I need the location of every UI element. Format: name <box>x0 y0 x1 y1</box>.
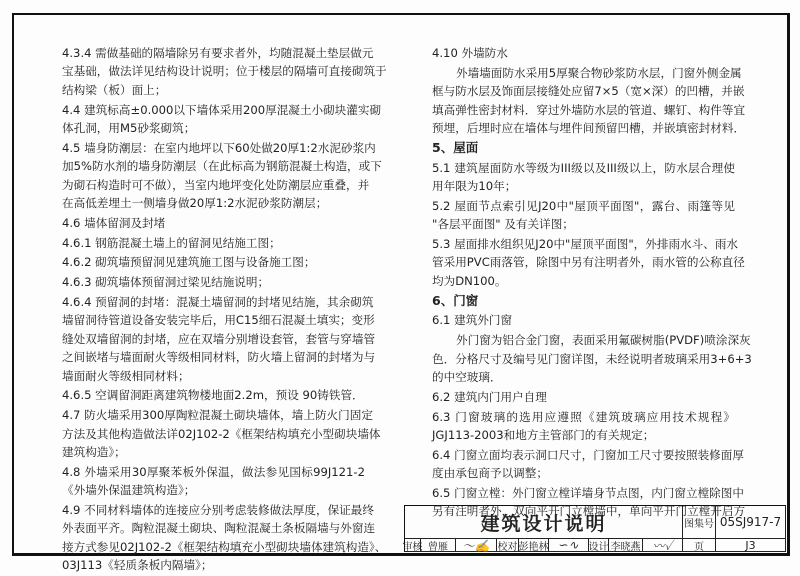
text-line: 4.6.2 砌筑墙预留洞见建筑施工图与设备施工图； <box>62 255 316 270</box>
paragraph <box>432 235 745 290</box>
text-line: 建筑构造》； <box>62 445 126 460</box>
checker-name: 彭艳林 <box>519 539 549 552</box>
text-line: 缝处双墙留洞的封堵，应在双墙分别增设套管，套管与穿墙管 <box>62 331 376 346</box>
text-line: 外门窗为铝合金门窗，表面采用氟碳树脂(PVDF)喷涂深灰 <box>456 333 751 348</box>
text-line: 在高低差埋土一侧墙身做20厚1:2水泥砂浆防潮层； <box>62 196 328 211</box>
text-line: 宝基础，做法详见结构设计说明；位于楼层的隔墙可直接砌筑于 <box>62 64 387 79</box>
text-line: 接方式参见02J102-2《框架结构填充小型砌块墙体建筑构造》、 <box>62 539 387 554</box>
drawing-title: 建筑设计说明 <box>405 506 683 539</box>
text-line: 6.5 门窗立樘：外门窗立樘详墙身节点图，内门窗立樘除图中 <box>432 486 744 501</box>
paragraph <box>62 101 382 138</box>
text-line: 4.3.4 需做基础的隔墙除另有要求者外，均随混凝土垫层做元 <box>62 46 374 60</box>
text-line: 4.7 防火墙采用300厚陶粒混凝土砌块墙体，墙上防火门固定 <box>62 408 373 423</box>
text-line: 4.8 外墙采用30厚聚苯板外保温，做法参见国标99J121-2 <box>62 464 365 479</box>
text-line: 5、屋面 <box>432 139 479 155</box>
text-line: 用年限为10年； <box>432 179 517 194</box>
text-line: 6.1 建筑外门窗 <box>432 313 513 328</box>
text-line: 4.10 外墙防水 <box>432 46 508 60</box>
text-line: 4.6.5 空调留洞距离建筑物楼地面2.2m，预设 90铸铁管． <box>62 388 364 403</box>
paragraph <box>432 446 744 483</box>
text-line: 6.3 门窗玻璃的选用应遵照《建筑玻璃应用技术规程》 <box>432 409 735 424</box>
designer-name: 李晓燕 <box>609 539 643 552</box>
text-line: 外墙墙面防水采用5厚聚合物砂浆防水层，门窗外侧金属 <box>456 65 742 80</box>
text-line: 预埋，后埋时应在墙体与埋件间预留凹槽，并嵌填密封材料． <box>432 121 746 136</box>
text-line: 另有注明者外，双向平开门立樘墙中，单向平开门立樘开启方 <box>432 504 746 519</box>
text-line: 4.9 不同材料墙体的连接应分别考虑装修做法厚度，保证最终 <box>62 503 374 518</box>
text-line: 框与防水层及饰面层接缝处应留7×5（宽×深）的凹槽，并嵌 <box>432 84 745 99</box>
text-line: 4.6 墙体留洞及封堵 <box>62 215 166 230</box>
text-line: 4.4 建筑标高±0.000以下墙体采用200厚混凝土小砌块灌实砌 <box>62 102 382 117</box>
section-heading <box>432 139 735 157</box>
title-block <box>404 505 786 552</box>
text-line: 加5%防水剂的墙身防潮层（在此标高为钢筋混凝土构造，或下 <box>62 159 382 174</box>
text-line: 《外墙外保温建筑构造》； <box>62 483 196 498</box>
page-label: 页 <box>683 539 716 552</box>
paragraph <box>432 408 735 445</box>
paragraph <box>432 44 735 62</box>
text-line: 4.6.3 砌筑墙体预留洞过梁见结施说明； <box>62 275 270 290</box>
page-number: J3 <box>716 539 786 552</box>
paragraph <box>62 44 387 99</box>
paragraph <box>432 388 735 406</box>
text-line: 填高弹性密封材料．穿过外墙防水层的管道、螺钉、构件等宜 <box>432 102 746 117</box>
atlas-number: 05SJ917-7 <box>716 506 786 539</box>
text-line: 墙留洞待管道设备安装完毕后，用C15细石混凝土填实；变形 <box>62 313 375 328</box>
paragraph <box>62 139 382 213</box>
paragraph <box>62 234 365 252</box>
text-line: 管采用PVC雨落管，除图中另有注明者外，雨水管的公称直径 <box>432 255 745 270</box>
paragraph <box>62 214 365 232</box>
text-line: 4.6.1 钢筋混凝土墙上的留洞见结施工图； <box>62 235 281 250</box>
text-line: 方法及其他构造做法详02J102-2《框架结构填充小型砌块墙体 <box>62 426 381 441</box>
checker-signature: ∽∿ <box>549 539 589 552</box>
check-label: 校对 <box>497 539 519 552</box>
text-line: 6.4 门窗立面均表示洞口尺寸，门窗加工尺寸要按照装修面厚 <box>432 447 744 462</box>
right-column <box>432 44 752 522</box>
paragraph <box>62 501 387 575</box>
text-line: 6.2 建筑内门用户自理 <box>432 389 547 404</box>
section-heading <box>432 292 735 310</box>
text-line: 结构梁（板）面上； <box>62 82 167 97</box>
designer-signature: 〰✓ <box>643 539 683 552</box>
paragraph <box>62 386 365 404</box>
reviewer-signature: 〜✍ <box>456 539 497 552</box>
paragraph <box>432 159 735 196</box>
text-line: JGJ113-2003和地方主管部门的有关规定； <box>432 428 655 443</box>
text-line: 5.3 屋面排水组织见J20中"屋顶平面图"，外排雨水斗、雨水 <box>432 237 739 252</box>
paragraph <box>432 331 752 386</box>
design-label: 设计 <box>589 539 609 552</box>
text-line: 墙面耐火等级相同材料； <box>62 368 190 383</box>
left-column <box>62 44 387 576</box>
text-line: 5.1 建筑屋面防水等级为III级以及III级以上，防水层合理使 <box>432 160 735 175</box>
paragraph <box>62 293 376 385</box>
text-line: 外表面平齐。陶粒混凝土砌块、陶粒混凝土条板隔墙与外窗连 <box>62 521 376 536</box>
text-line: 4.5 墙身防潮层：在室内地坪以下60处做20厚1:2水泥砂浆内 <box>62 140 376 155</box>
reviewer-name: 曾雁 <box>421 539 456 552</box>
text-line: 6、门窗 <box>432 292 479 308</box>
text-line: 为砌石构造时可不做），当室内地坪变化处防潮层应重叠，并 <box>62 177 370 192</box>
paragraph <box>62 253 365 271</box>
text-line: "各层平面图" 及有关详图； <box>432 217 574 232</box>
paragraph <box>432 197 735 234</box>
atlas-label: 图集号 <box>683 506 716 539</box>
text-line: 体孔洞，用M5砂浆砌筑； <box>62 121 196 136</box>
paragraph <box>62 463 365 500</box>
text-line: 度由承包商予以调整； <box>432 466 548 481</box>
text-line: 均为DN100。 <box>432 273 507 288</box>
text-line: 之间嵌堵与墙面耐火等级相同材料，防火墙上留洞的封堵为与 <box>62 350 376 365</box>
text-line: 5.2 屋面节点索引见J20中"屋顶平面图"，露台、雨篷等见 <box>432 198 735 213</box>
text-line: 的中空玻璃． <box>432 370 502 385</box>
paragraph <box>62 273 365 291</box>
paragraph <box>432 311 735 329</box>
text-line: 色．分格尺寸及编号见门窗详图，未经说明者玻璃采用3+6+3 <box>432 351 752 366</box>
text-line: 03J113《轻质条板内隔墙》； <box>62 558 213 573</box>
text-line: 4.6.4 预留洞的封堵：混凝土墙留洞的封堵见结施，其余砌筑 <box>62 295 374 310</box>
review-label: 审核 <box>405 539 421 552</box>
paragraph <box>62 406 381 461</box>
paragraph <box>432 64 746 138</box>
